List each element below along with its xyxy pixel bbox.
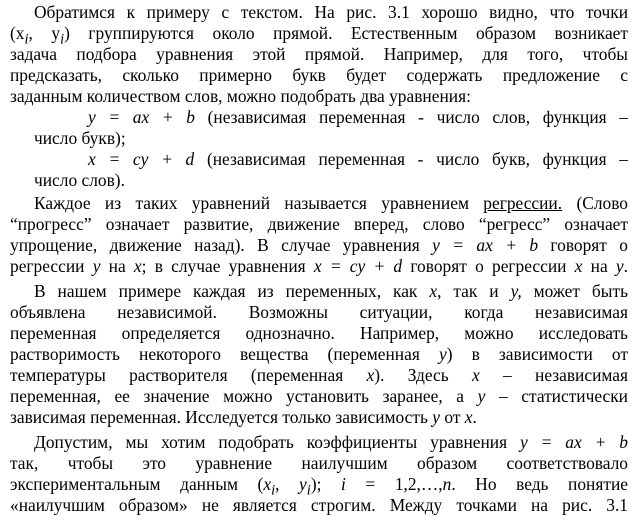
text-line: Допустим, мы хотим подобрать коэффициенты уравнения y = ax + b bbox=[34, 432, 628, 452]
text-line: “прогресс” означает развитие, движение вперед, слово “регресс” означает bbox=[10, 214, 628, 234]
text-line: В нашем примере каждая из переменных, как x, так и y, может быть bbox=[34, 281, 629, 301]
text-line: регрессии y на x; в случае уравнения x = cy + d говорят о регрессии x на y. bbox=[10, 256, 628, 276]
text-line: так, чтобы это уравнение наилучшим образом соответствовало bbox=[10, 453, 628, 473]
text-line: «наилучшим образом» не является строгим. Между точками на рис. 3.1 bbox=[10, 495, 628, 515]
text-line: переменная, ее значение можно установить заранее, а y – статистически bbox=[10, 386, 628, 406]
text-line: задача подбора уравнения этой прямой. Например, для того, чтобы bbox=[10, 44, 628, 64]
equation-line: y = ax + b (независимая переменная - число слов, функция – bbox=[88, 107, 628, 127]
text-line: переменная определяется однозначно. Например, можно исследовать bbox=[10, 323, 628, 343]
text-line: зависимая переменная. Исследуется только зависимость y от x. bbox=[10, 407, 477, 427]
equation: x = cy + d bbox=[88, 149, 195, 169]
text-line: упрощение, движение назад). В случае уравнения y = ax + b говорят о bbox=[10, 235, 628, 255]
equation-line: x = cy + d (независимая переменная - число букв, функция – bbox=[88, 149, 628, 169]
text-line: растворимость некоторого вещества (переменная y) в зависимости от bbox=[10, 344, 628, 364]
equation: y = ax + b bbox=[88, 107, 195, 127]
text-line: ($x_i$, $y_i$) группируются около прямой. Естественным образом возникает bbox=[10, 23, 629, 48]
text-line: температуры растворителя (переменная x). Здесь x – независимая bbox=[10, 365, 628, 385]
text-line: число букв); bbox=[34, 128, 126, 148]
text-line: Каждое из таких уравнений называется уравнением регрессии. (Слово bbox=[34, 193, 628, 213]
text-line: Обратимся к примеру с текстом. На рис. 3.1 хорошо видно, что точки bbox=[34, 2, 628, 22]
text-line: экспериментальным данным ($x_i$, $y_i$); i = 1,2,…,n. Но ведь понятие bbox=[10, 474, 628, 499]
term-regression: регрессии. bbox=[483, 193, 563, 213]
text-line: заданным количеством слов, можно подобрать два уравнения: bbox=[10, 86, 471, 106]
text-line: объявлена независимой. Возможны ситуации, когда независимая bbox=[10, 302, 628, 322]
text-line: число слов). bbox=[34, 170, 125, 190]
text-line: предсказать, сколько примерно букв будет содержать предложение с bbox=[10, 65, 628, 85]
